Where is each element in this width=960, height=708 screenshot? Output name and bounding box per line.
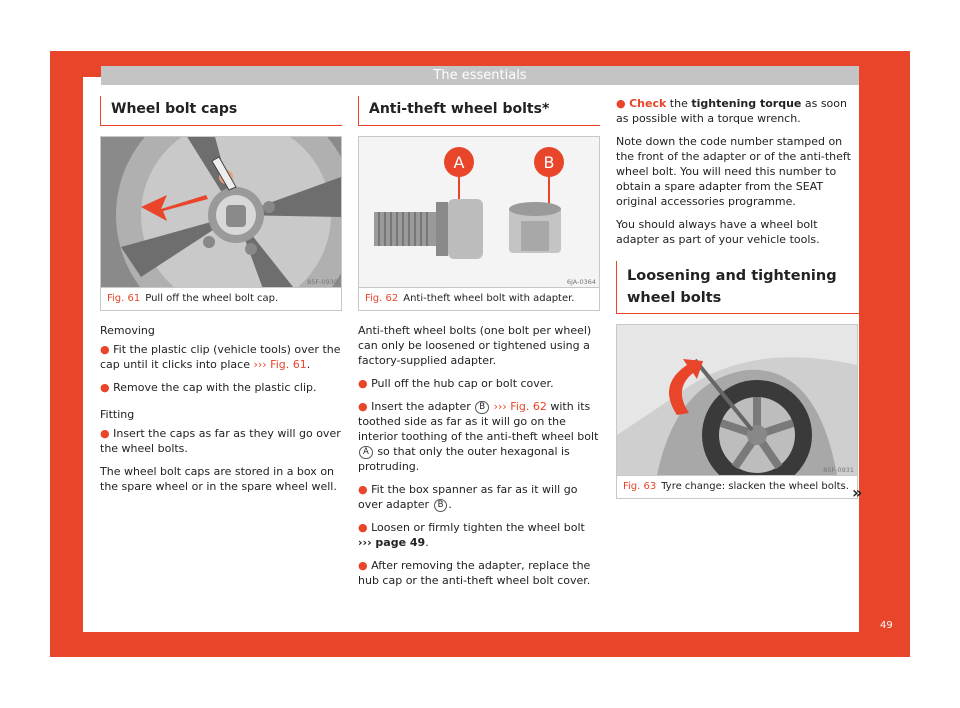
bullet-item: ● Insert the adapter B ››› Fig. 62 with its toothed side as far as it will go on the interior toothing of the anti-theft wheel bolt A so that only the outer hexagonal is protruding. <box>358 400 599 473</box>
bullet-item: ● After removing the adapter, replace the hub cap or the anti-theft wheel bolt cover. <box>358 559 591 587</box>
caption-text: Tyre change: slacken the wheel bolts. <box>661 481 849 492</box>
column-anti-theft-bolts <box>358 96 600 596</box>
figure-label: Fig. 62 <box>365 293 399 304</box>
wheel-cap-illustration <box>101 137 341 287</box>
figure-caption <box>617 475 857 498</box>
bullet-item: ● Check the tightening torque as soon as possible with a torque wrench. <box>616 97 847 125</box>
paragraph: You should always have a wheel bolt adapter as part of your vehicle tools. <box>616 218 820 246</box>
fig-61-link[interactable]: ››› Fig. 61 <box>253 358 307 371</box>
key-b: B <box>475 401 489 414</box>
caption-text: Pull off the wheel bolt cap. <box>145 293 279 304</box>
intro-paragraph: Anti-theft wheel bolts (one bolt per wheel) can only be loosened or tightened using a factory-supplied adapter. <box>358 324 592 367</box>
section-title: Anti-theft wheel bolts* <box>358 96 600 126</box>
bullet-item: ● Loosen or firmly tighten the wheel bolt ››› page 49. <box>358 521 585 549</box>
bullet-item: ● Remove the cap with the plastic clip. <box>100 381 317 394</box>
bullet-item: ● Pull off the hub cap or bolt cover. <box>358 377 554 390</box>
key-b: B <box>434 499 448 512</box>
page-number: 49 <box>880 620 893 631</box>
fig-62-link[interactable]: ››› Fig. 62 <box>493 400 547 413</box>
anti-theft-bolt-illustration <box>359 137 599 287</box>
figure-61 <box>100 136 342 311</box>
note-paragraph: Note down the code number stamped on the front of the adapter or of the anti-theft wheel bolt. You will need this number to obtain a spare adapter from the SEAT original accessories programme. <box>616 135 851 208</box>
tyre-change-illustration <box>617 325 857 475</box>
paragraph: The wheel bolt caps are stored in a box on the spare wheel or in the spare wheel well. <box>100 465 337 493</box>
column-wheel-bolt-caps <box>100 96 342 502</box>
figure-63 <box>616 324 858 499</box>
removing-heading: Removing <box>100 324 155 337</box>
bullet-item: ● Fit the box spanner as far as it will go over adapter B . <box>358 483 578 511</box>
section-header: The essentials <box>101 66 859 85</box>
section-title: Loosening and tightening wheel bolts <box>616 261 859 314</box>
figure-caption <box>101 287 341 310</box>
key-a: A <box>359 446 373 459</box>
section-title: Wheel bolt caps <box>100 96 342 126</box>
caption-text: Anti-theft wheel bolt with adapter. <box>403 293 575 304</box>
figure-caption <box>359 287 599 310</box>
continued-marker: » <box>852 483 863 502</box>
label-a: A <box>453 153 465 172</box>
figure-code: 6JA-0364 <box>566 278 596 286</box>
bullet-item: ● Fit the plastic clip (vehicle tools) over the cap until it clicks into place ››› Fig. 61. <box>100 343 341 371</box>
column-continued <box>616 96 859 499</box>
figure-62 <box>358 136 600 311</box>
figure-code: 85F-0931 <box>823 466 854 474</box>
page-49-link[interactable]: ››› page 49 <box>358 536 426 549</box>
bullet-item: ● Insert the caps as far as they will go over the wheel bolts. <box>100 427 341 455</box>
figure-label: Fig. 63 <box>623 481 657 492</box>
figure-code: 85F-0930 <box>307 278 338 286</box>
label-b: B <box>543 153 555 172</box>
fitting-heading: Fitting <box>100 408 135 421</box>
figure-label: Fig. 61 <box>107 293 141 304</box>
